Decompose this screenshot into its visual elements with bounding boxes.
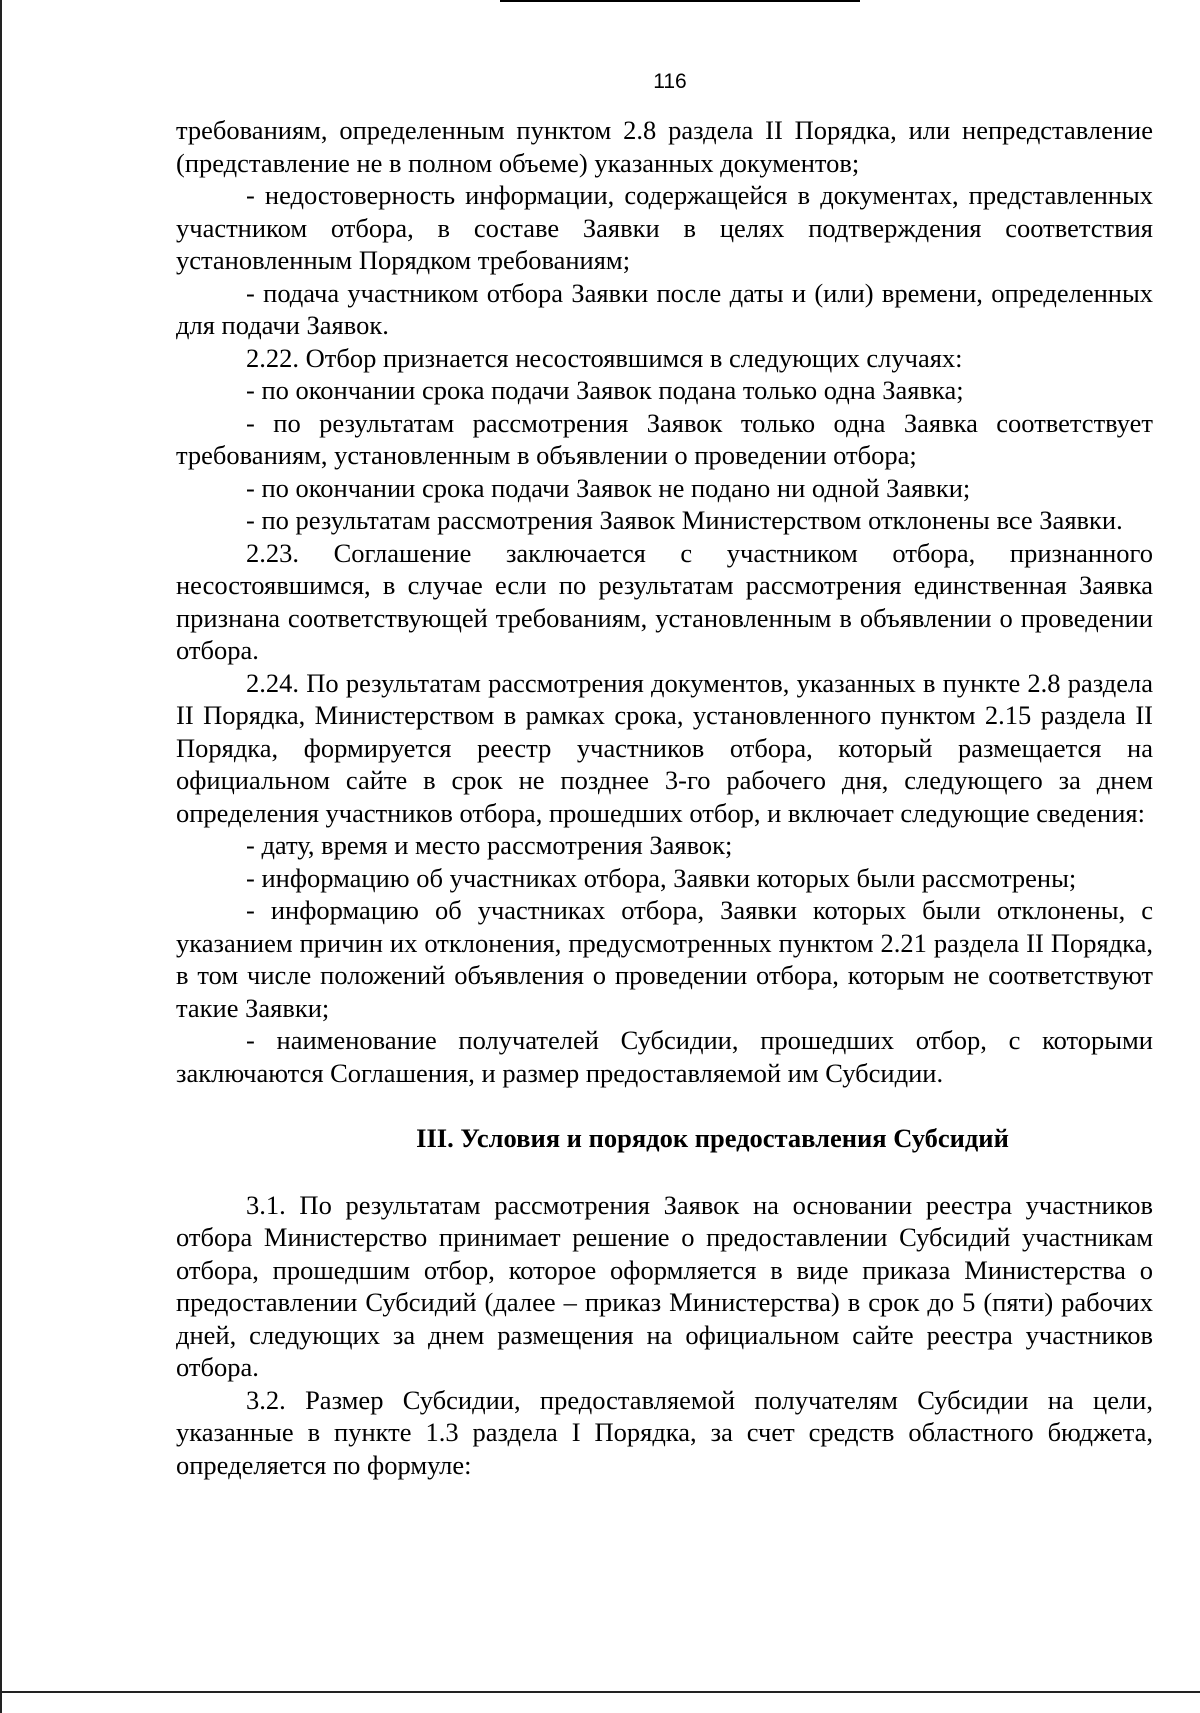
paragraph: - по окончании срока подачи Заявок подана только одна Заявка;	[246, 375, 964, 405]
paragraph: 2.24. По результатам рассмотрения документов, указанных в пункте 2.8 раздела II Порядка, Министерством в рамках срока, установленного пунктом 2.15 раздела II Порядка, формируется реестр участников отбора, который размещается на официальном сайте в срок не позднее 3-го рабочего дня, следующего за днем определения участников отбора, прошедших отбор, и включает следующие сведения:	[176, 667, 1153, 828]
paragraph: 2.23. Соглашение заключается с участником отбора, признанного несостоявшимся, в случае если по результатам рассмотрения единственная Заявка признана соответствующей требованиям, установленным в объявлении о проведении отбора.	[176, 537, 1153, 665]
paragraph: требованиям, определенным пунктом 2.8 раздела II Порядка, или непредставление (представление не в полном объеме) указанных документов;	[176, 115, 1153, 178]
paragraph: 2.22. Отбор признается несостоявшимся в следующих случаях:	[246, 342, 963, 373]
paragraph: - информацию об участниках отбора, Заявки которых были рассмотрены;	[246, 862, 1077, 893]
paragraph: - недостоверность информации, содержащейся в документах, представленных участником отбора, в составе Заявки в целях подтверждения соответствия установленным Порядком требованиям;	[176, 180, 1153, 275]
document-body	[176, 114, 1153, 1481]
top-rule	[500, 0, 860, 2]
scan-bottom-edge	[0, 1691, 1200, 1693]
section-heading: III. Условия и порядок предоставления Субсидий	[416, 1123, 1009, 1153]
paragraph: - по результатам рассмотрения Заявок только одна Заявка соответствует требованиям, установленным в объявлении о проведении отбора;	[176, 407, 1153, 470]
paragraph: - по окончании срока подачи Заявок не подано ни одной Заявки;	[246, 472, 971, 503]
scan-left-edge	[0, 0, 2, 1713]
paragraph: - информацию об участниках отбора, Заявки которых были отклонены, с указанием причин их отклонения, предусмотренных пунктом 2.21 раздела II Порядка, в том числе положений объявления о проведении отбора, которым не соответствуют такие Заявки;	[176, 895, 1153, 1023]
paragraph: - по результатам рассмотрения Заявок Министерством отклонены все Заявки.	[246, 505, 1123, 535]
page-number: 116	[653, 70, 687, 93]
paragraph: - наименование получателей Субсидии, прошедших отбор, с которыми заключаются Соглашения, и размер предоставляемой им Субсидии.	[176, 1025, 1153, 1088]
paragraph: 3.2. Размер Субсидии, предоставляемой получателям Субсидии на цели, указанные в пункте 1.3 раздела I Порядка, за счет средств областного бюджета, определяется по формуле:	[176, 1384, 1153, 1480]
paragraph: - подача участником отбора Заявки после даты и (или) времени, определенных для подачи Заявок.	[176, 277, 1153, 340]
paragraph: - дату, время и место рассмотрения Заявок;	[246, 830, 733, 860]
paragraph: 3.1. По результатам рассмотрения Заявок на основании реестра участников отбора Министерство принимает решение о предоставлении Субсидий участникам отбора, прошедшим отбор, которое оформляется в виде приказа Министерства о предоставлении Субсидий (далее – приказ Министерства) в срок до 5 (пяти) рабочих дней, следующих за днем размещения на официальном сайте реестра участников отбора.	[176, 1189, 1153, 1382]
